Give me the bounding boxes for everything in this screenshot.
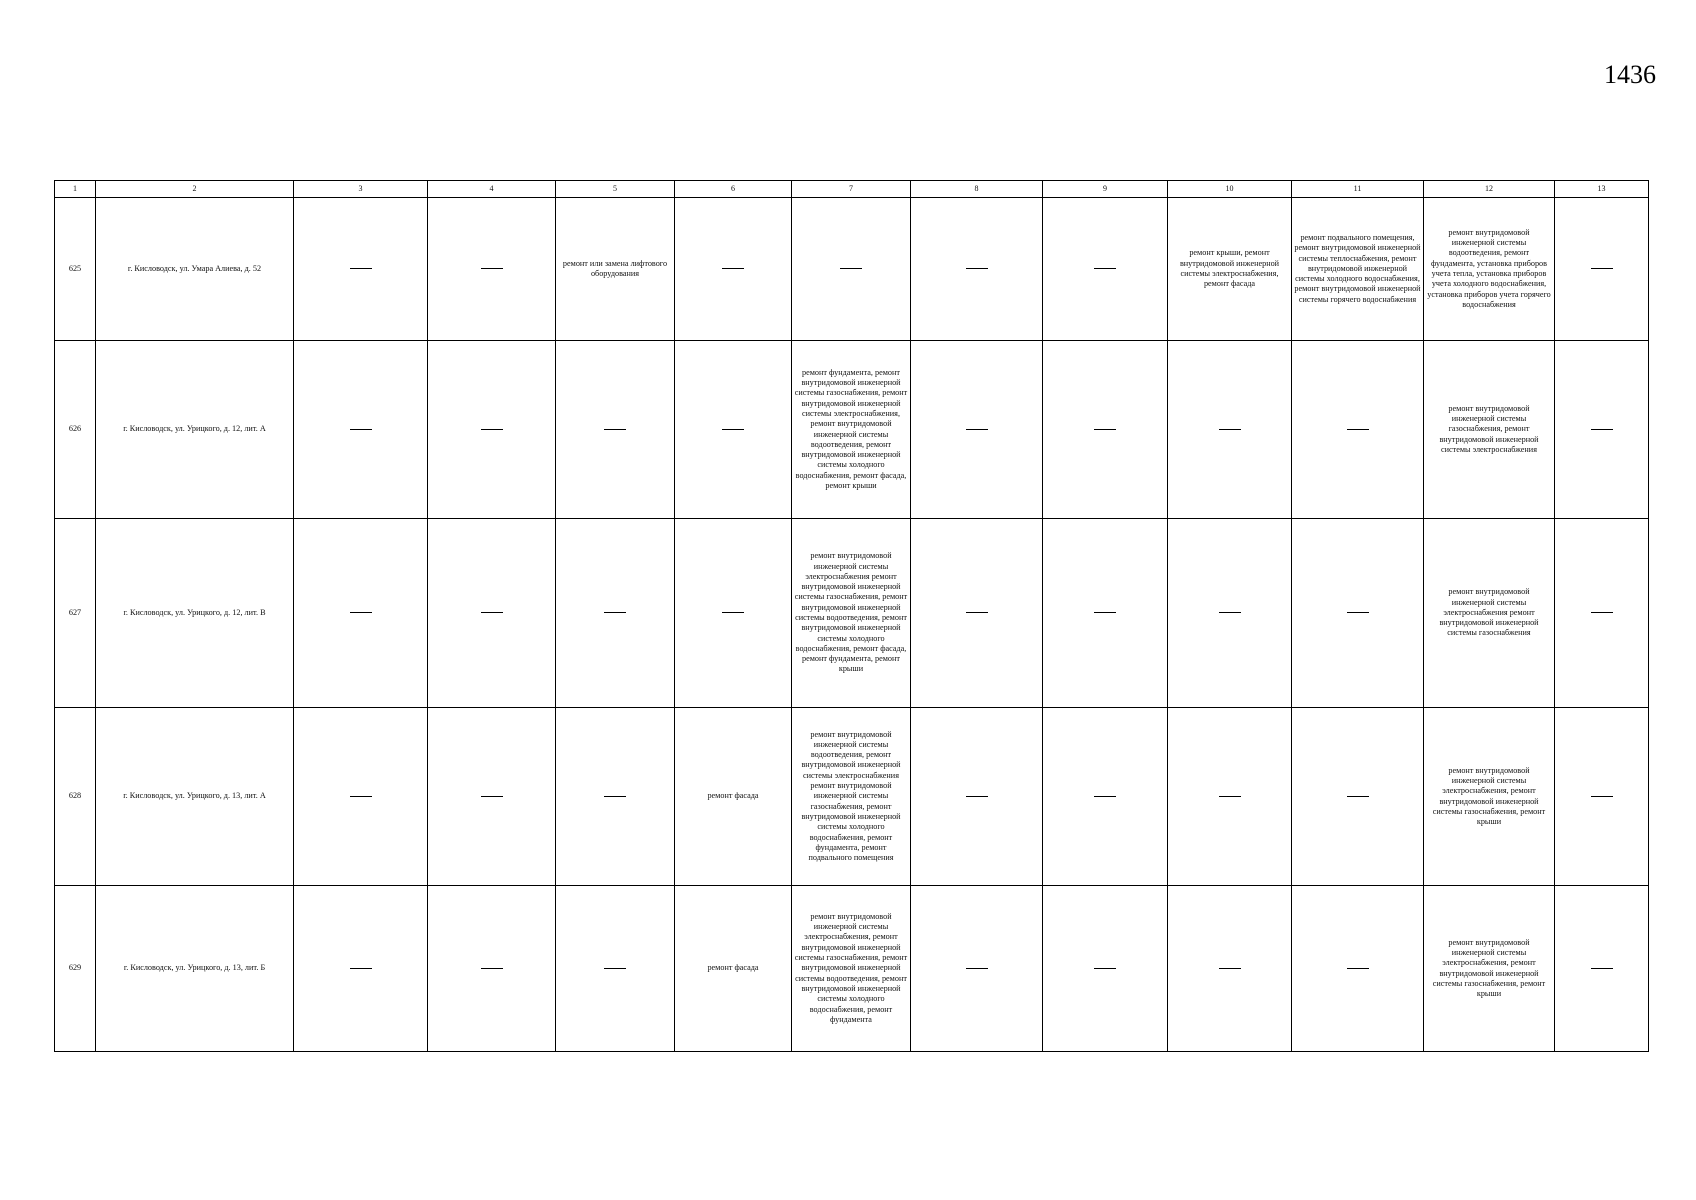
dash-mark xyxy=(1591,796,1613,797)
empty-dash-cell xyxy=(1168,708,1292,886)
empty-dash-cell xyxy=(1043,886,1168,1052)
empty-dash-cell xyxy=(1555,198,1649,341)
repair-work-cell: ремонт фасада xyxy=(675,886,792,1052)
column-header: 2 xyxy=(96,181,294,198)
table-row xyxy=(55,708,1649,886)
empty-dash-cell xyxy=(911,886,1043,1052)
dash-mark xyxy=(722,429,744,430)
row-number: 629 xyxy=(55,886,96,1052)
repair-work-cell: ремонт фундамента, ремонт внутридомовой инженерной системы газоснабжения, ремонт внутридомовой инженерной системы электроснабжения, ремонт внутридомовой инженерной системы водоотведения, ремонт внутридомовой инженерной системы холодного водоснабжения, ремонт фасада, ремонт крыши xyxy=(792,341,911,519)
dash-mark xyxy=(1591,968,1613,969)
column-header: 10 xyxy=(1168,181,1292,198)
repair-work-cell: ремонт или замена лифтового оборудования xyxy=(556,198,675,341)
row-number: 625 xyxy=(55,198,96,341)
column-header: 11 xyxy=(1292,181,1424,198)
column-header: 1 xyxy=(55,181,96,198)
empty-dash-cell xyxy=(911,341,1043,519)
empty-dash-cell xyxy=(1168,341,1292,519)
dash-mark xyxy=(604,796,626,797)
dash-mark xyxy=(1591,429,1613,430)
dash-mark xyxy=(350,796,372,797)
empty-dash-cell xyxy=(428,341,556,519)
dash-mark xyxy=(722,268,744,269)
table-row xyxy=(55,198,1649,341)
dash-mark xyxy=(966,968,988,969)
repair-work-cell: ремонт фасада xyxy=(675,708,792,886)
dash-mark xyxy=(350,268,372,269)
dash-mark xyxy=(481,968,503,969)
row-number: 626 xyxy=(55,341,96,519)
empty-dash-cell xyxy=(428,886,556,1052)
repair-work-cell: ремонт внутридомовой инженерной системы электроснабжения, ремонт внутридомовой инженерной системы газоснабжения, ремонт крыши xyxy=(1424,886,1555,1052)
dash-mark xyxy=(481,612,503,613)
column-header: 4 xyxy=(428,181,556,198)
empty-dash-cell xyxy=(428,519,556,708)
empty-dash-cell xyxy=(556,341,675,519)
empty-dash-cell xyxy=(556,519,675,708)
empty-dash-cell xyxy=(1168,519,1292,708)
dash-mark xyxy=(1591,268,1613,269)
dash-mark xyxy=(350,968,372,969)
dash-mark xyxy=(966,429,988,430)
table-row xyxy=(55,886,1649,1052)
dash-mark xyxy=(350,612,372,613)
dash-mark xyxy=(481,429,503,430)
repair-work-cell: ремонт внутридомовой инженерной системы водоотведения, ремонт внутридомовой инженерной системы электроснабжения ремонт внутридомовой инженерной системы газоснабжения, ремонт внутридомовой инженерной системы холодного водоснабжения, ремонт фундамента, ремонт подвального помещения xyxy=(792,708,911,886)
dash-mark xyxy=(840,268,862,269)
address-cell: г. Кисловодск, ул. Урицкого, д. 13, лит. Б xyxy=(96,886,294,1052)
column-header: 12 xyxy=(1424,181,1555,198)
column-header: 5 xyxy=(556,181,675,198)
empty-dash-cell xyxy=(556,708,675,886)
row-number: 627 xyxy=(55,519,96,708)
column-header: 6 xyxy=(675,181,792,198)
empty-dash-cell xyxy=(1292,886,1424,1052)
empty-dash-cell xyxy=(911,198,1043,341)
repair-work-cell: ремонт внутридомовой инженерной системы электроснабжения ремонт внутридомовой инженерной системы газоснабжения xyxy=(1424,519,1555,708)
column-header: 7 xyxy=(792,181,911,198)
column-header: 3 xyxy=(294,181,428,198)
empty-dash-cell xyxy=(1043,341,1168,519)
repair-work-cell: ремонт внутридомовой инженерной системы электроснабжения ремонт внутридомовой инженерной системы газоснабжения, ремонт внутридомовой инженерной системы водоотведения, ремонт внутридомовой инженерной системы холодного водоснабжения, ремонт фасада, ремонт фундамента, ремонт крыши xyxy=(792,519,911,708)
empty-dash-cell xyxy=(675,341,792,519)
empty-dash-cell xyxy=(428,708,556,886)
dash-mark xyxy=(1219,612,1241,613)
column-header: 8 xyxy=(911,181,1043,198)
dash-mark xyxy=(722,612,744,613)
dash-mark xyxy=(966,268,988,269)
empty-dash-cell xyxy=(1555,341,1649,519)
dash-mark xyxy=(604,612,626,613)
empty-dash-cell xyxy=(556,886,675,1052)
empty-dash-cell xyxy=(911,519,1043,708)
dash-mark xyxy=(1347,429,1369,430)
dash-mark xyxy=(1094,796,1116,797)
dash-mark xyxy=(1094,968,1116,969)
repair-work-cell: ремонт внутридомовой инженерной системы электроснабжения, ремонт внутридомовой инженерной системы газоснабжения, ремонт внутридомовой инженерной системы водоотведения, ремонт внутридомовой инженерной системы холодного водоснабжения, ремонт фундамента xyxy=(792,886,911,1052)
dash-mark xyxy=(966,612,988,613)
dash-mark xyxy=(1591,612,1613,613)
repair-work-cell: ремонт внутридомовой инженерной системы водоотведения, ремонт фундамента, установка приборов учета тепла, установка приборов учета холодного водоснабжения, установка приборов учета горячего водоснабжения xyxy=(1424,198,1555,341)
dash-mark xyxy=(481,268,503,269)
address-cell: г. Кисловодск, ул. Урицкого, д. 12, лит. В xyxy=(96,519,294,708)
repair-work-cell: ремонт внутридомовой инженерной системы газоснабжения, ремонт внутридомовой инженерной системы электроснабжения xyxy=(1424,341,1555,519)
dash-mark xyxy=(1347,968,1369,969)
repair-work-cell: ремонт подвального помещения, ремонт внутридомовой инженерной системы теплоснабжения, ремонт внутридомовой инженерной системы холодного водоснабжения, ремонт внутридомовой инженерной системы горячего водоснабжения xyxy=(1292,198,1424,341)
table-row xyxy=(55,519,1649,708)
address-cell: г. Кисловодск, ул. Урицкого, д. 13, лит. А xyxy=(96,708,294,886)
empty-dash-cell xyxy=(294,708,428,886)
empty-dash-cell xyxy=(911,708,1043,886)
dash-mark xyxy=(1219,968,1241,969)
column-header: 9 xyxy=(1043,181,1168,198)
dash-mark xyxy=(481,796,503,797)
dash-mark xyxy=(1094,429,1116,430)
empty-dash-cell xyxy=(428,198,556,341)
dash-mark xyxy=(1219,429,1241,430)
dash-mark xyxy=(1094,268,1116,269)
column-header: 13 xyxy=(1555,181,1649,198)
empty-dash-cell xyxy=(675,198,792,341)
empty-dash-cell xyxy=(294,519,428,708)
empty-dash-cell xyxy=(675,519,792,708)
repair-work-cell: ремонт внутридомовой инженерной системы электроснабжения, ремонт внутридомовой инженерной системы газоснабжения, ремонт крыши xyxy=(1424,708,1555,886)
dash-mark xyxy=(1347,796,1369,797)
page-number: 1436 xyxy=(1604,60,1656,89)
row-number: 628 xyxy=(55,708,96,886)
dash-mark xyxy=(350,429,372,430)
address-cell: г. Кисловодск, ул. Урицкого, д. 12, лит. А xyxy=(96,341,294,519)
empty-dash-cell xyxy=(1168,886,1292,1052)
dash-mark xyxy=(1094,612,1116,613)
dash-mark xyxy=(604,968,626,969)
empty-dash-cell xyxy=(1555,708,1649,886)
dash-mark xyxy=(604,429,626,430)
address-cell: г. Кисловодск, ул. Умара Алиева, д. 52 xyxy=(96,198,294,341)
empty-dash-cell xyxy=(1292,519,1424,708)
empty-dash-cell xyxy=(1555,519,1649,708)
table-row xyxy=(55,341,1649,519)
dash-mark xyxy=(966,796,988,797)
dash-mark xyxy=(1219,796,1241,797)
empty-dash-cell xyxy=(1043,198,1168,341)
empty-dash-cell xyxy=(294,198,428,341)
empty-dash-cell xyxy=(294,341,428,519)
repair-work-cell: ремонт крыши, ремонт внутридомовой инженерной системы электроснабжения, ремонт фасада xyxy=(1168,198,1292,341)
empty-dash-cell xyxy=(1292,708,1424,886)
empty-dash-cell xyxy=(294,886,428,1052)
empty-dash-cell xyxy=(1292,341,1424,519)
empty-dash-cell xyxy=(792,198,911,341)
empty-dash-cell xyxy=(1043,519,1168,708)
column-number-header xyxy=(55,181,1649,198)
empty-dash-cell xyxy=(1043,708,1168,886)
empty-dash-cell xyxy=(1555,886,1649,1052)
dash-mark xyxy=(1347,612,1369,613)
repair-schedule-table xyxy=(54,180,1649,1052)
